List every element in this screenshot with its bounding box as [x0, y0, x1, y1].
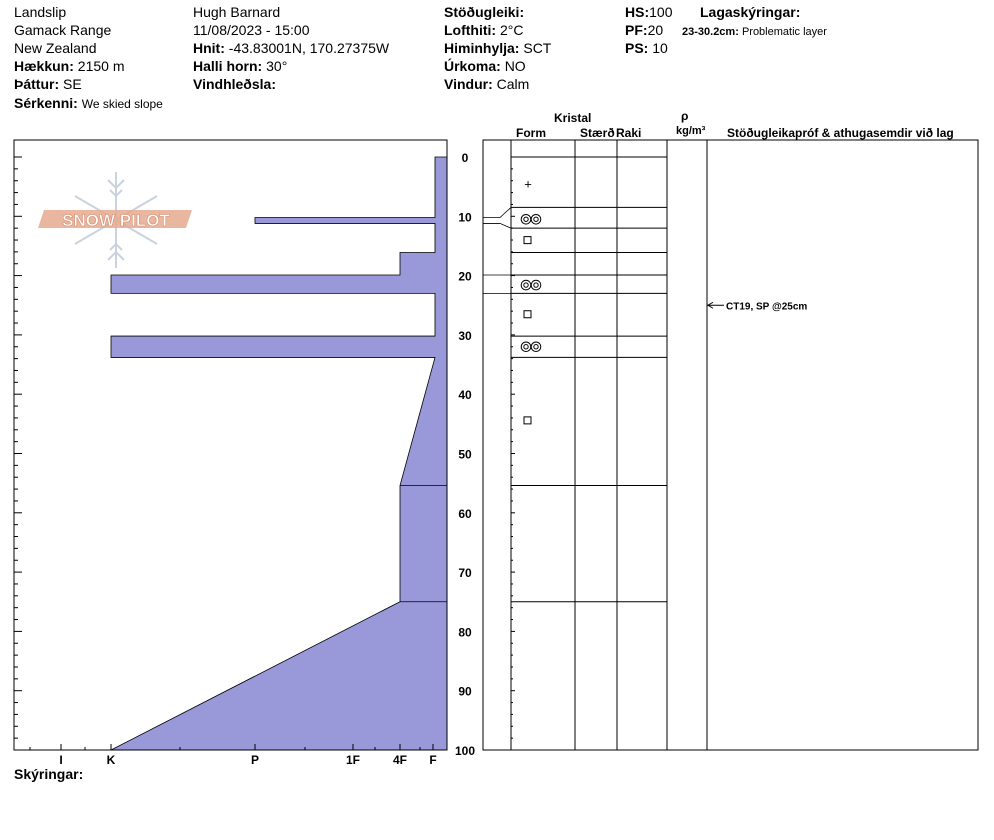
grain-faceted-icon: [524, 311, 531, 318]
hardness-label: 4F: [392, 753, 408, 767]
datetime: 11/08/2023 - 15:00: [193, 22, 310, 38]
grain-circle-outer: [531, 280, 541, 290]
grain-rounded-icon: [521, 342, 541, 352]
depth-label: 10: [458, 210, 472, 225]
depth-label: 90: [458, 684, 472, 699]
wind-value: Calm: [496, 76, 530, 92]
hardness-label: F: [429, 753, 437, 767]
precip-label: Úrkoma:: [444, 58, 501, 74]
legend-text: Problematic layer: [741, 26, 827, 38]
grain-rounded-icon: [521, 280, 541, 290]
depth-label: 100: [454, 744, 476, 758]
aspect-label: Þáttur:: [14, 76, 60, 92]
sky-label: Himinhylja:: [444, 40, 520, 56]
crystal-header: Kristal: [554, 111, 592, 125]
features-label: Sérkenni:: [14, 95, 78, 111]
grain-rounded-icon: [521, 214, 541, 224]
depth-label: 70: [458, 566, 472, 581]
layer-connector: [483, 207, 511, 217]
slope-value: 30°: [266, 58, 288, 74]
depth-label: 80: [458, 625, 472, 640]
grain-circle-outer: [521, 342, 531, 352]
grain-circle-inner: [524, 217, 528, 221]
depth-label: 20: [458, 269, 472, 284]
observer: Hugh Barnard: [193, 4, 281, 20]
range: Gamack Range: [14, 22, 112, 38]
grain-newsnow-icon: +: [524, 176, 532, 192]
legend-range: 23-30.2cm:: [682, 26, 739, 38]
grain-circle-inner: [534, 345, 538, 349]
hardness-profile-area: [111, 157, 447, 750]
pf-label: PF:: [625, 22, 648, 38]
hs-value: 100: [649, 4, 673, 20]
rho-header: ρ: [681, 109, 689, 123]
wind-loading-label: Vindhleðsla:: [193, 76, 276, 92]
moisture-header: Raki: [616, 126, 642, 140]
notes-row: [14, 765, 83, 783]
ps-label: PS:: [625, 40, 649, 56]
grain-circle-inner: [534, 217, 538, 221]
hardness-label: 1F: [345, 753, 361, 767]
slope-label: Halli horn:: [193, 58, 263, 74]
grain-circle-outer: [531, 214, 541, 224]
hardness-label: P: [250, 753, 260, 767]
ps-value: 10: [652, 40, 668, 56]
grain-circle-inner: [524, 345, 528, 349]
grain-faceted-icon: [524, 237, 531, 244]
location: Landslip: [14, 4, 67, 20]
features-value: We skied slope: [81, 97, 163, 111]
elevation-label: Hækkun:: [14, 58, 74, 74]
country: New Zealand: [14, 40, 97, 56]
depth-label: 0: [461, 151, 469, 165]
precip-value: NO: [504, 58, 526, 74]
air-temp-label: Lofthiti:: [444, 22, 497, 38]
grain-faceted-icon: [524, 417, 531, 424]
stability-label: Stöðugleiki:: [444, 4, 525, 20]
grain-circle-inner: [534, 283, 538, 287]
layers-frame: [483, 140, 978, 750]
coords-label: Hnit:: [193, 40, 225, 56]
depth-label: 30: [458, 328, 472, 343]
depth-label: 40: [458, 388, 472, 403]
hardness-label: I: [59, 753, 63, 767]
pf-value: 20: [647, 22, 664, 38]
elevation-value: 2150 m: [77, 58, 125, 74]
form-header: Form: [516, 126, 546, 140]
tests-header: Stöðugleikapróf & athugasemdir við lag: [727, 126, 954, 140]
wind-label: Vindur:: [444, 76, 493, 92]
hs-label: HS:: [625, 4, 650, 20]
size-header: Stærð: [580, 126, 615, 140]
coords-value: -43.83001N, 170.27375W: [228, 40, 390, 56]
hardness-label: K: [106, 753, 116, 767]
layer-connector: [483, 223, 511, 228]
legend-label: Lagaskýringar:: [700, 4, 801, 20]
sky-value: SCT: [523, 40, 552, 56]
aspect-value: SE: [63, 76, 82, 92]
grain-circle-outer: [521, 214, 531, 224]
grain-circle-outer: [531, 342, 541, 352]
test-label: CT19, SP @25cm: [726, 301, 808, 313]
depth-label: 60: [458, 506, 472, 521]
density-unit-header: kg/m³: [676, 125, 706, 137]
grain-circle-inner: [524, 283, 528, 287]
air-temp-value: 2°C: [499, 22, 524, 38]
logo-text: SNOW PILOT: [62, 211, 170, 230]
grain-circle-outer: [521, 280, 531, 290]
depth-label: 50: [458, 447, 472, 462]
notes-label: Skýringar:: [14, 766, 84, 782]
